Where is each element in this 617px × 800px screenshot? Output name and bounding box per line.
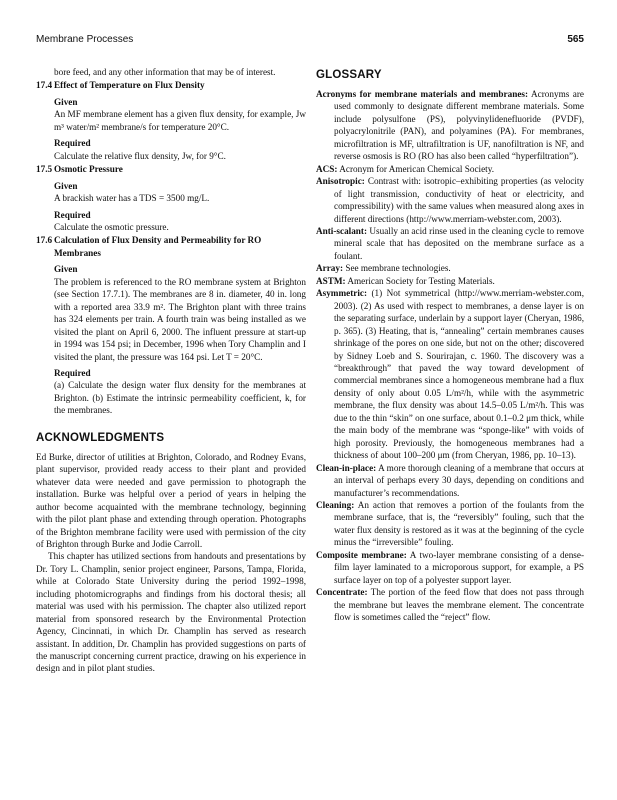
page-number: 565 bbox=[567, 34, 584, 45]
given-text: A brackish water has a TDS = 3500 mg/L. bbox=[54, 193, 210, 204]
glossary-entry bbox=[316, 499, 584, 549]
glossary-term: Array: bbox=[316, 263, 344, 274]
given-label: Given bbox=[54, 264, 78, 275]
problem-17-5 bbox=[36, 163, 306, 233]
problem-number: 17.6 bbox=[36, 235, 53, 246]
glossary-entry bbox=[316, 175, 584, 225]
glossary-entry bbox=[316, 549, 584, 586]
glossary-entry bbox=[316, 287, 584, 461]
running-title: Membrane Processes bbox=[36, 34, 134, 45]
glossary-definition: An action that removes a portion of the foulants from the membrane surface, that is, the “reversibly” fouling, such that the water flux density is restored as it was at the beginning of the cycle minus the “irreversible” fouling. bbox=[334, 499, 584, 548]
problem-17-6 bbox=[36, 234, 306, 416]
glossary-term: Anti-scalant: bbox=[316, 225, 368, 236]
given-label: Given bbox=[54, 180, 78, 191]
glossary-term: Clean-in-place: bbox=[316, 462, 377, 473]
glossary-entry bbox=[316, 262, 584, 274]
problem-title: Osmotic Pressure bbox=[54, 164, 123, 175]
required-label: Required bbox=[54, 367, 91, 378]
given-label: Given bbox=[54, 96, 78, 107]
required-label: Required bbox=[54, 209, 91, 220]
glossary-term: Asymmetric: bbox=[316, 288, 368, 299]
glossary-list bbox=[316, 88, 584, 623]
glossary-entry bbox=[316, 462, 584, 499]
glossary-term: Concentrate: bbox=[316, 587, 368, 598]
glossary-definition: Acronym for American Chemical Society. bbox=[337, 163, 495, 174]
glossary-entry bbox=[316, 225, 584, 262]
glossary-term: Composite membrane: bbox=[316, 549, 407, 560]
given-text: An MF membrane element has a given flux density, for example, Jw m³ water/m² membrane/s for temperature 20°C. bbox=[54, 109, 306, 132]
glossary-term: ASTM: bbox=[316, 275, 346, 286]
glossary-entry bbox=[316, 163, 584, 175]
continuation-text: bore feed, and any other information that may be of interest. bbox=[54, 67, 276, 77]
acknowledgments-body bbox=[36, 451, 306, 675]
running-header bbox=[36, 34, 584, 48]
glossary-definition: American Society for Testing Materials. bbox=[345, 275, 495, 286]
glossary-term: Cleaning: bbox=[316, 499, 355, 510]
glossary-term: Acronyms for membrane materials and membranes: bbox=[316, 89, 529, 99]
required-text: Calculate the osmotic pressure. bbox=[54, 221, 169, 232]
glossary-entry bbox=[316, 586, 584, 623]
glossary-definition: Contrast with: isotropic–exhibiting properties (as velocity of light transmission, conductivity of heat or electricity, and compressibility) with the same values when measured along axes in different directions (http://www.merriam-webster.com, 2003). bbox=[334, 176, 584, 224]
glossary-definition: See membrane technologies. bbox=[343, 263, 451, 274]
glossary-definition: The portion of the feed flow that does not pass through the membrane but leaves the membrane element. The concentrate flow is sometimes called the “reject” flow. bbox=[334, 587, 584, 623]
problem-title: Effect of Temperature on Flux Density bbox=[54, 80, 205, 91]
glossary-entry bbox=[316, 275, 584, 287]
glossary-entry bbox=[316, 88, 584, 163]
required-text: (a) Calculate the design water flux density for the membranes at Brighton. (b) Estimate the intrinsic permeability coefficient, k, for the membranes. bbox=[54, 380, 306, 416]
glossary-definition: (1) Not symmetrical (http://www.merriam-webster.com, 2003). (2) As used with respect to membranes, a dense layer is on the separating surface, underlain by a support layer (Cheryan, 1986, p. 365). (3) Heating, that is, “annealing” certain membranes causes shrinkage of the pores on one side, but not on the other; discovered by Sidney Loeb and S. Sourirajan, c. 1960. The discovery was a “breakthrough” that paved the way toward development of commercial membranes since a homogeneous membrane had a flux density of only about 0.05 L/m²/h, while with the asymmetric membrane, the flux density was about 14.5–0.05 L/m²/h. This was due to the thin “skin” on one surface, about 0.1–0.2 μm thick, while the main body of the membrane was “sponge-like” with voids of high porosity. Previously, the homogeneous membranes had a thickness of about 100–200 μm (from Cheryan, 1986, pp. 10–13). bbox=[334, 288, 584, 461]
problem-17-4 bbox=[36, 79, 306, 162]
glossary-term: Anisotropic: bbox=[316, 176, 365, 187]
glossary-definition: Acronyms are used commonly to designate different membrane materials. Some include polysulfone (PS), polyvinylidenefluoride (PVDF), polyacrylonitrile (PAN), and polyamines (PA). For membranes, microfiltration is MF, ultrafiltration is UF, nanofiltration is NF, and reverse osmosis is RO (RO has also been called “hyperfiltration”). bbox=[334, 89, 585, 162]
glossary-definition: A two-layer membrane consisting of a dense-film layer laminated to a microporous support, for example, a PS surface layer on top of a polyester support layer. bbox=[334, 549, 584, 585]
glossary-heading: GLOSSARY bbox=[316, 69, 382, 81]
right-column bbox=[316, 66, 584, 623]
given-text: The problem is referenced to the RO membrane system at Brighton (see Section 17.7.1). The membranes are 8 in. diameter, 40 in. long with a reported area 33.9 m². The Brighton plant with three trains has 324 elements per train. A fourth train was being installed as we visited the plant on April 6, 2000. The influent pressure at start-up in 1994 was 154 psi; in December, 1996 when Tory Champlin and I visited the plant, the pressure was 164 psi. Let T = 20°C. bbox=[54, 276, 306, 362]
required-label: Required bbox=[54, 138, 91, 149]
problem-number: 17.4 bbox=[36, 80, 53, 91]
ack-paragraph: This chapter has utilized sections from handouts and presentations by Dr. Tory L. Champlin, senior project engineer, Parsons, Tampa, Florida, while at Colorado State University during the period 1992–1998, including photomicrographs and findings from his doctoral thesis; all material was used with his permission. The chapter also utilized report material from sponsored research by the Environmental Protection Agency, Cincinnati, in which Dr. Champlin has served as research assistant. In addition, Dr. Champlin has provided suggestions on parts of the manuscript concerning current practice, drawing on his experience in design and in pilot plant studies. bbox=[36, 551, 306, 674]
glossary-term: ACS: bbox=[316, 163, 338, 174]
left-column bbox=[36, 66, 306, 675]
glossary-definition: A more thorough cleaning of a membrane that occurs at an interval of perhaps every 30 days, depending on conditions and manufacturer’s recommendations. bbox=[334, 462, 584, 498]
glossary-definition: Usually an acid rinse used in the cleaning cycle to remove mineral scale that has deposited on the membrane surface as a foulant. bbox=[334, 225, 584, 261]
problem-number: 17.5 bbox=[36, 164, 53, 175]
acknowledgments-heading: ACKNOWLEDGMENTS bbox=[36, 431, 165, 444]
problem-title: Calculation of Flux Density and Permeability for RO Membranes bbox=[54, 235, 262, 258]
ack-paragraph: Ed Burke, director of utilities at Brighton, Colorado, and Rodney Evans, plant supervisor, provided ready access to their plant and provided whatever data were needed and gave permission to photograph the installation. Burke was helpful over a period of years in helping the author become acquainted with the membrane technology, beginning with the pilot plant phase and extending through operation. Photographs of the Brighton membrane facility were used with permission of the city of Brighton through Burke and Jodie Carroll. bbox=[36, 451, 306, 549]
required-text: Calculate the relative flux density, Jw, for 9°C. bbox=[54, 150, 226, 161]
